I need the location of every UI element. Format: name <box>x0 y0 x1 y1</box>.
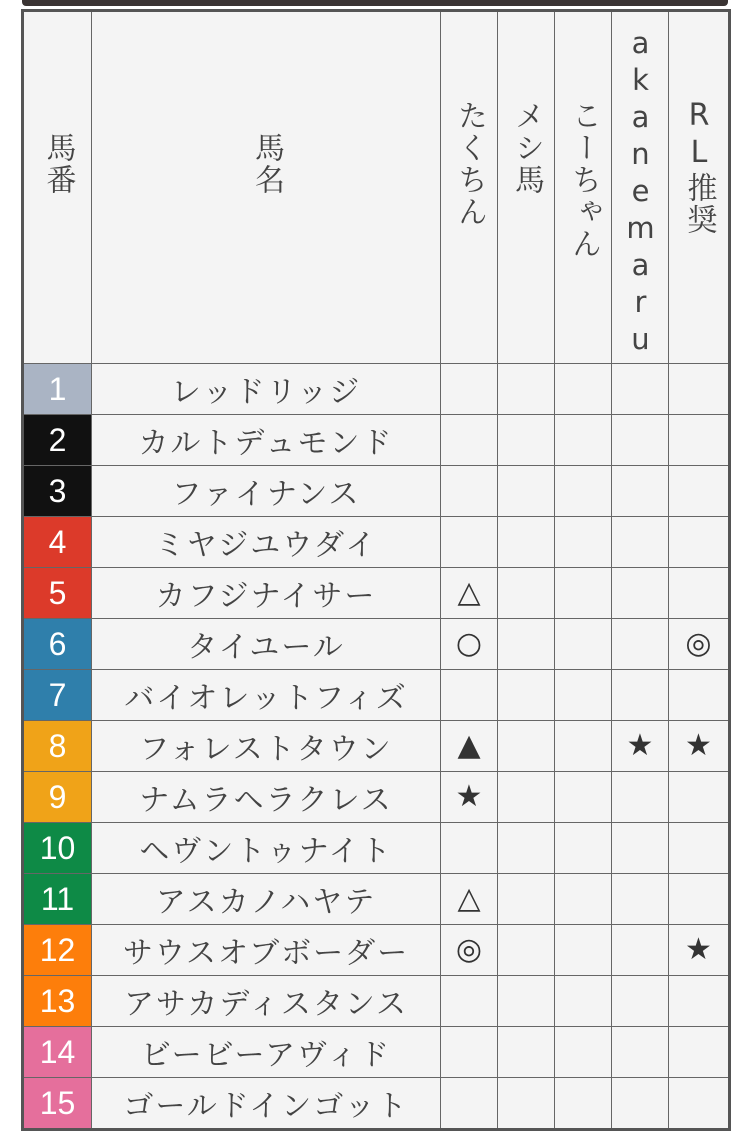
mark-takuchin-cell: ○ <box>441 619 498 670</box>
mark-meshiuma-cell <box>498 619 555 670</box>
mark-meshiuma-cell <box>498 466 555 517</box>
mark-kochan-cell <box>555 568 612 619</box>
horse-number-cell: 10 <box>23 823 92 874</box>
mark-akanemaru-cell <box>612 976 669 1027</box>
mark-akanemaru-cell <box>612 619 669 670</box>
mark-takuchin-cell <box>441 976 498 1027</box>
horse-name-cell: ゴールドインゴット <box>92 1078 441 1130</box>
mark-akanemaru-cell <box>612 772 669 823</box>
header-horse-name: 馬名 <box>92 11 441 364</box>
mark-akanemaru-cell: ★ <box>612 721 669 772</box>
header-row <box>23 11 730 364</box>
horse-row <box>23 670 730 721</box>
mark-kochan-cell <box>555 721 612 772</box>
horse-number-cell: 5 <box>23 568 92 619</box>
horse-name-cell: ビービーアヴィド <box>92 1027 441 1078</box>
horse-name-cell: サウスオブボーダー <box>92 925 441 976</box>
mark-takuchin-cell: ◎ <box>441 925 498 976</box>
horse-name-cell: タイユール <box>92 619 441 670</box>
horse-number-cell: 7 <box>23 670 92 721</box>
horse-row <box>23 517 730 568</box>
mark-takuchin-cell: ★ <box>441 772 498 823</box>
horse-number-cell: 11 <box>23 874 92 925</box>
mark-rl-cell <box>669 976 730 1027</box>
mark-meshiuma-cell <box>498 721 555 772</box>
mark-kochan-cell <box>555 415 612 466</box>
mark-meshiuma-cell <box>498 925 555 976</box>
mark-akanemaru-cell <box>612 517 669 568</box>
mark-takuchin-cell: △ <box>441 568 498 619</box>
mark-rl-cell <box>669 364 730 415</box>
horse-row <box>23 823 730 874</box>
prediction-table <box>21 9 731 1131</box>
horse-number-cell: 13 <box>23 976 92 1027</box>
horse-number-cell: 15 <box>23 1078 92 1130</box>
header-predictor-akanemaru: akanemaru <box>612 11 669 364</box>
mark-meshiuma-cell <box>498 568 555 619</box>
horse-row <box>23 874 730 925</box>
mark-takuchin-cell <box>441 1027 498 1078</box>
mark-takuchin-cell <box>441 466 498 517</box>
mark-akanemaru-cell <box>612 874 669 925</box>
mark-rl-cell <box>669 517 730 568</box>
horse-row <box>23 925 730 976</box>
mark-meshiuma-cell <box>498 823 555 874</box>
mark-meshiuma-cell <box>498 1078 555 1130</box>
horse-number-cell: 2 <box>23 415 92 466</box>
mark-meshiuma-cell <box>498 364 555 415</box>
horse-number-cell: 14 <box>23 1027 92 1078</box>
mark-meshiuma-cell <box>498 772 555 823</box>
mark-takuchin-cell <box>441 364 498 415</box>
header-predictor-takuchin: たくちん <box>441 11 498 364</box>
mark-kochan-cell <box>555 874 612 925</box>
mark-takuchin-cell: ▲ <box>441 721 498 772</box>
horse-row <box>23 568 730 619</box>
horse-row <box>23 721 730 772</box>
header-predictor-meshiuma: メシ馬 <box>498 11 555 364</box>
mark-kochan-cell <box>555 619 612 670</box>
header-predictor-kochan: こーちゃん <box>555 11 612 364</box>
mark-kochan-cell <box>555 364 612 415</box>
mark-rl-cell <box>669 823 730 874</box>
horse-name-cell: カフジナイサー <box>92 568 441 619</box>
mark-rl-cell: ◎ <box>669 619 730 670</box>
horse-name-cell: アサカディスタンス <box>92 976 441 1027</box>
mark-rl-cell <box>669 1078 730 1130</box>
horse-number-cell: 1 <box>23 364 92 415</box>
header-predictor-rl: RL推奨 <box>669 11 730 364</box>
horse-name-cell: ヘヴントゥナイト <box>92 823 441 874</box>
mark-akanemaru-cell <box>612 1078 669 1130</box>
mark-akanemaru-cell <box>612 364 669 415</box>
horse-number-cell: 9 <box>23 772 92 823</box>
mark-kochan-cell <box>555 1078 612 1130</box>
mark-rl-cell: ★ <box>669 721 730 772</box>
header-horse-number: 馬番 <box>23 11 92 364</box>
horse-row <box>23 1078 730 1130</box>
mark-meshiuma-cell <box>498 670 555 721</box>
top-image-strip <box>22 0 728 6</box>
mark-akanemaru-cell <box>612 568 669 619</box>
horse-row <box>23 772 730 823</box>
mark-akanemaru-cell <box>612 925 669 976</box>
mark-rl-cell: ★ <box>669 925 730 976</box>
mark-kochan-cell <box>555 925 612 976</box>
horse-number-cell: 4 <box>23 517 92 568</box>
mark-rl-cell <box>669 874 730 925</box>
mark-meshiuma-cell <box>498 415 555 466</box>
mark-rl-cell <box>669 772 730 823</box>
mark-takuchin-cell <box>441 517 498 568</box>
mark-meshiuma-cell <box>498 1027 555 1078</box>
mark-meshiuma-cell <box>498 874 555 925</box>
horse-name-cell: フォレストタウン <box>92 721 441 772</box>
horse-row <box>23 976 730 1027</box>
horse-row <box>23 415 730 466</box>
horse-row <box>23 619 730 670</box>
mark-akanemaru-cell <box>612 415 669 466</box>
horse-row <box>23 364 730 415</box>
horse-number-cell: 6 <box>23 619 92 670</box>
mark-akanemaru-cell <box>612 823 669 874</box>
mark-takuchin-cell: △ <box>441 874 498 925</box>
mark-meshiuma-cell <box>498 517 555 568</box>
mark-kochan-cell <box>555 1027 612 1078</box>
mark-meshiuma-cell <box>498 976 555 1027</box>
horse-row <box>23 1027 730 1078</box>
mark-rl-cell <box>669 466 730 517</box>
horse-name-cell: レッドリッジ <box>92 364 441 415</box>
horse-row <box>23 466 730 517</box>
horse-name-cell: ミヤジユウダイ <box>92 517 441 568</box>
mark-kochan-cell <box>555 670 612 721</box>
horse-number-cell: 3 <box>23 466 92 517</box>
horse-name-cell: ナムラヘラクレス <box>92 772 441 823</box>
mark-rl-cell <box>669 670 730 721</box>
mark-kochan-cell <box>555 823 612 874</box>
mark-takuchin-cell <box>441 670 498 721</box>
mark-takuchin-cell <box>441 823 498 874</box>
mark-kochan-cell <box>555 466 612 517</box>
mark-akanemaru-cell <box>612 670 669 721</box>
horse-name-cell: バイオレットフィズ <box>92 670 441 721</box>
mark-rl-cell <box>669 415 730 466</box>
mark-rl-cell <box>669 1027 730 1078</box>
horse-name-cell: カルトデュモンド <box>92 415 441 466</box>
mark-kochan-cell <box>555 772 612 823</box>
horse-name-cell: アスカノハヤテ <box>92 874 441 925</box>
mark-rl-cell <box>669 568 730 619</box>
horse-name-cell: ファイナンス <box>92 466 441 517</box>
mark-takuchin-cell <box>441 1078 498 1130</box>
mark-akanemaru-cell <box>612 466 669 517</box>
horse-number-cell: 8 <box>23 721 92 772</box>
mark-akanemaru-cell <box>612 1027 669 1078</box>
mark-takuchin-cell <box>441 415 498 466</box>
mark-kochan-cell <box>555 517 612 568</box>
mark-kochan-cell <box>555 976 612 1027</box>
horse-number-cell: 12 <box>23 925 92 976</box>
